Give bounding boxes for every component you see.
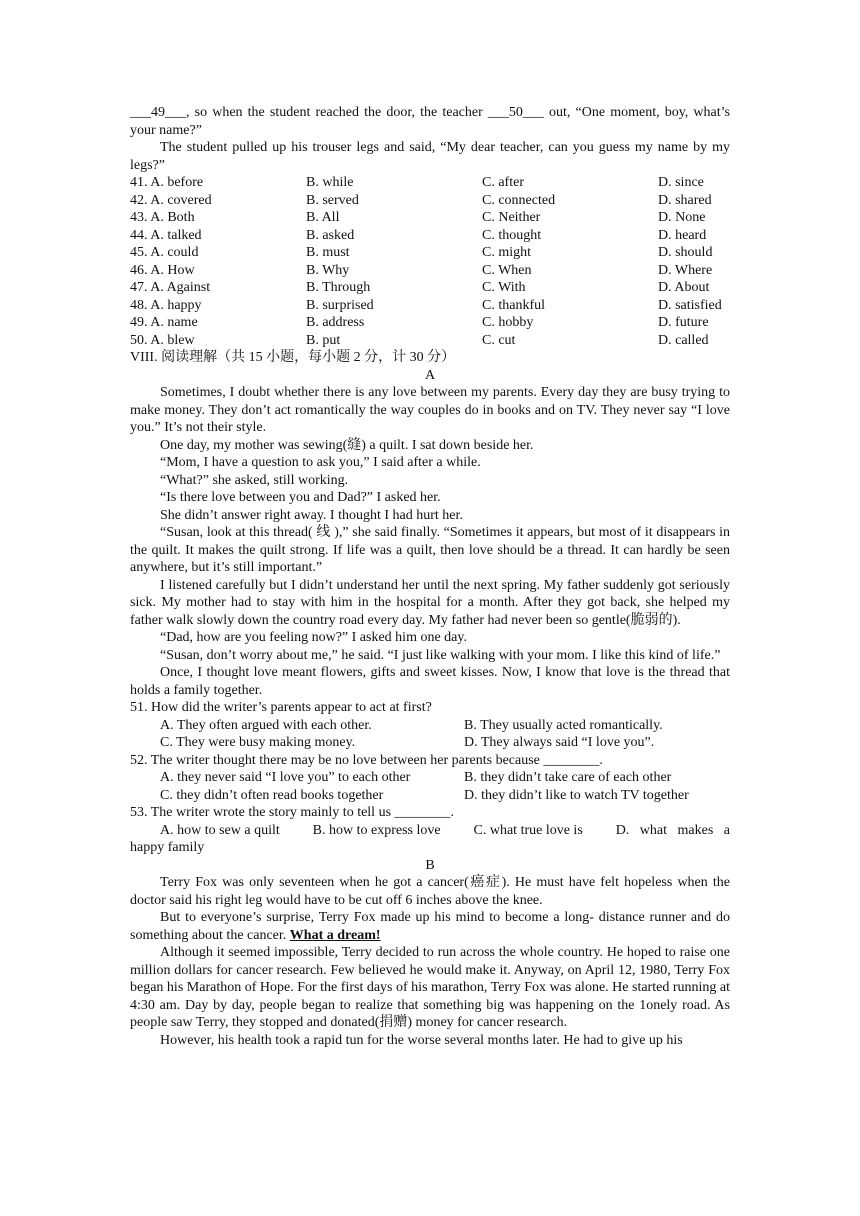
option-row-46 (130, 262, 730, 280)
option-row-44 (130, 227, 730, 245)
answer-option: D. what makes a (615, 822, 730, 838)
option: D. Where (658, 262, 713, 278)
answer-option: A. they never said “I love you” to each other (160, 770, 411, 785)
passage-paragraph: “Susan, don’t worry about me,” he said. “I just like walking with your mom. I like this kind of life.” (160, 647, 721, 663)
answer-option: A. how to sew a quilt (160, 822, 280, 838)
option: D. heard (658, 227, 707, 243)
option: 50. A. blew (130, 332, 195, 348)
option: 45. A. could (130, 245, 199, 260)
exam-page (130, 104, 730, 1049)
answer-option: D. they didn’t like to watch TV together (464, 787, 689, 803)
option: 49. A. name (130, 315, 198, 330)
option: B. address (306, 315, 365, 330)
option: 47. A. Against (130, 280, 211, 295)
option-row-41 (130, 174, 730, 192)
option: C. after (482, 175, 524, 190)
passage-b-label: B (425, 857, 435, 873)
passage-paragraph: “Is there love between you and Dad?” I asked her. (160, 490, 441, 505)
option: C. With (482, 280, 526, 295)
option-row-42 (130, 192, 730, 210)
answer-option: B. they didn’t take care of each other (464, 770, 672, 785)
option: 48. A. happy (130, 297, 202, 313)
passage-paragraph: Once, I thought love meant flowers, gifts and sweet kisses. Now, I know that love is the thread that holds a family together. (130, 665, 730, 698)
answer-option: C. They were busy making money. (160, 735, 356, 750)
question-52-stem: 52. The writer thought there may be no love between her parents because ________. (130, 752, 603, 768)
option-row-48 (130, 297, 730, 315)
passage-paragraph: She didn’t answer right away. I thought I had hurt her. (160, 507, 463, 523)
option: C. When (482, 262, 532, 278)
option: 44. A. talked (130, 227, 202, 243)
option: C. thought (482, 227, 542, 243)
passage-paragraph: Sometimes, I doubt whether there is any love between my parents. Every day they are busy trying to make money. They don’t act romantically the way couples do in books and on TV. They never say “I love you.” It’s not their style. (130, 385, 730, 435)
passage-a-label: A (424, 367, 436, 383)
option: B. while (306, 175, 354, 190)
question-52-options-row1 (130, 769, 730, 787)
cloze-tail-line1: ___49___, so when the student reached the door, the teacher ___50___ out, “One moment, boy, what’s your name?” (130, 105, 730, 138)
option: D. since (658, 175, 704, 190)
option: D. About (658, 280, 710, 295)
passage-paragraph: However, his health took a rapid tun for the worse several months later. He had to give up his (160, 1032, 683, 1048)
option: D. called (658, 332, 709, 348)
answer-option: D. They always said “I love you”. (464, 735, 655, 750)
option: 46. A. How (130, 262, 195, 278)
passage-paragraph: “Dad, how are you feeling now?” I asked him one day. (160, 630, 467, 645)
cloze-tail-line2: The student pulled up his trouser legs and said, “My dear teacher, can you guess my name by my legs?” (130, 140, 730, 173)
answer-option: C. what true love is (473, 822, 583, 838)
answer-option: C. they didn’t often read books together (160, 787, 384, 803)
option-row-47 (130, 279, 730, 297)
passage-paragraph: I listened carefully but I didn’t understand her until the next spring. My father suddenly got seriously sick. My mother had to stay with him in the hospital for a month. After they got back, she helped my father walk slowly down the country road every day. My father had never been so gentle(脆弱的). (130, 577, 730, 628)
passage-paragraph: “Susan, look at this thread( 线 ),” she said finally. “Sometimes it appears, but most of it disappears in the quilt. It makes the quilt strong. If life was a quilt, then love should be a thread. It can hardly be seen anywhere, but it’s still important.” (130, 525, 730, 575)
passage-paragraph: “What?” she asked, still working. (160, 472, 349, 488)
option: B. put (306, 332, 341, 348)
option: B. asked (306, 227, 355, 243)
option-row-50 (130, 332, 730, 350)
option: 43. A. Both (130, 210, 195, 225)
emphasis-text: What a dream! (289, 927, 381, 943)
option: B. All (306, 210, 340, 225)
option: D. satisfied (658, 297, 722, 313)
passage-paragraph (130, 909, 730, 944)
question-53-stem: 53. The writer wrote the story mainly to tell us ________. (130, 805, 455, 820)
option: C. might (482, 245, 532, 260)
option: C. hobby (482, 315, 534, 330)
option: C. cut (482, 332, 516, 348)
option-row-49 (130, 314, 730, 332)
answer-option: B. They usually acted romantically. (464, 717, 663, 733)
option: B. Through (306, 280, 371, 295)
question-52-options-row2 (130, 787, 730, 805)
question-51-options-row2 (130, 734, 730, 752)
option: B. surprised (306, 297, 374, 313)
option: 42. A. covered (130, 192, 212, 208)
question-51-options-row1 (130, 717, 730, 735)
passage-paragraph: Terry Fox was only seventeen when he got a cancer(癌症). He must have felt hopeless when the doctor said his right leg would have to be cut off 6 inches above the knee. (130, 875, 730, 908)
option: D. future (658, 315, 709, 330)
option: D. shared (658, 192, 712, 208)
option: B. Why (306, 262, 350, 278)
passage-paragraph: Although it seemed impossible, Terry decided to run across the whole country. He hoped to raise one million dollars for cancer research. Few believed he would make it. Anyway, on April 12, 1980, Terry Fox began his Marathon of Hope. For the first days of his marathon, Terry Fox was alone. He started running at 4:30 am. Day by day, people began to realize that something big was happening on the 1onely road. As people saw Terry, they stopped and donated(捐赠) money for cancer research. (130, 945, 730, 1030)
answer-option: A. They often argued with each other. (160, 717, 372, 733)
question-51-stem: 51. How did the writer’s parents appear to act at first? (130, 700, 432, 715)
option: B. served (306, 192, 359, 208)
cloze-options (130, 174, 730, 349)
option: D. should (658, 245, 713, 260)
passage-paragraph: One day, my mother was sewing(缝) a quilt. I sat down beside her. (160, 437, 534, 453)
option: B. must (306, 245, 350, 260)
answer-option: B. how to express love (312, 822, 441, 838)
passage-paragraph: “Mom, I have a question to ask you,” I said after a while. (160, 455, 481, 470)
section-title: VIII. 阅读理解（共 15 小题，每小题 2 分，计 30 分） (130, 350, 456, 365)
option: C. connected (482, 192, 556, 208)
option: C. Neither (482, 210, 541, 225)
option: C. thankful (482, 297, 545, 313)
passage-text: But to everyone’s surprise, Terry Fox made up his mind to become a long- distance runner and do something about the cancer. (130, 910, 730, 943)
option-row-43 (130, 209, 730, 227)
answer-option-continuation: happy family (130, 840, 205, 855)
option: D. None (658, 210, 706, 225)
option: 41. A. before (130, 175, 204, 190)
question-53-options-row (130, 822, 730, 840)
option-row-45 (130, 244, 730, 262)
